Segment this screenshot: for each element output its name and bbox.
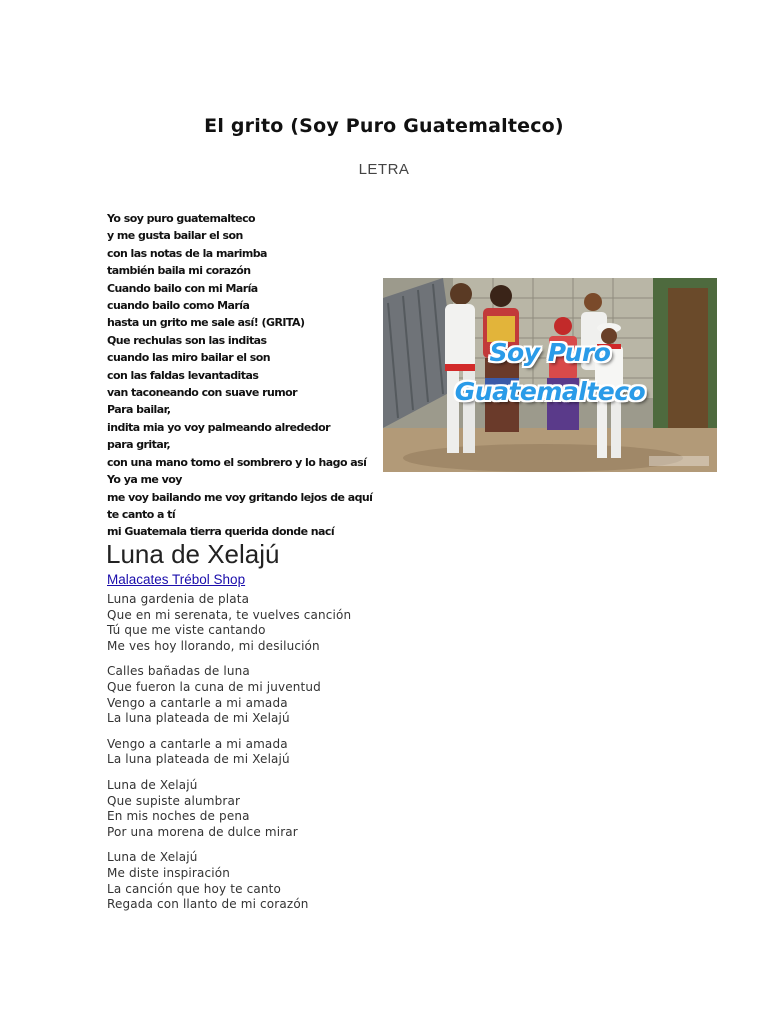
lyric-line: Que supiste alumbrar — [107, 793, 241, 808]
second-song-title: Luna de Xelajú — [106, 539, 280, 569]
lyric-line: con una mano tomo el sombrero y lo hago así — [107, 455, 367, 469]
lyric-line: para gritar, — [107, 438, 171, 452]
lyric-line: Tú que me viste cantando — [107, 623, 266, 638]
stanza — [107, 850, 407, 912]
lyric-line: también baila mi corazón — [107, 264, 251, 278]
thumbnail-caption-line2: Guatemalteco — [454, 377, 646, 406]
song-thumbnail-image — [383, 278, 717, 472]
lyric-line: hasta un grito me sale así! (GRITA) — [107, 316, 305, 330]
lyric-line: Me ves hoy llorando, mi desilución — [107, 638, 320, 653]
lyric-line: Luna de Xelajú — [107, 777, 198, 792]
lyric-line: van taconeando con suave rumor — [107, 386, 298, 400]
lyric-line: te canto a tí — [107, 507, 176, 521]
lyrics-heading: LETRA — [358, 161, 410, 178]
stanza — [107, 664, 407, 726]
luna-de-xelaju-lyrics — [107, 592, 407, 923]
lyric-line: cuando bailo como María — [107, 299, 250, 313]
lyric-line: Yo ya me voy — [107, 473, 182, 487]
lyric-line: Calles bañadas de luna — [107, 664, 250, 679]
dancers-photo-illustration — [383, 278, 717, 472]
lyric-line: Vengo a cantarle a mi amada — [107, 736, 288, 751]
lyric-line: con las faldas levantaditas — [107, 368, 259, 382]
lyric-line: Que en mi serenata, te vuelves canción — [107, 607, 352, 622]
stanza — [107, 737, 407, 768]
lyric-line: Que fueron la cuna de mi juventud — [107, 679, 321, 694]
lyric-line: con las notas de la marimba — [107, 246, 267, 260]
shop-link[interactable]: Malacates Trébol Shop — [107, 572, 246, 587]
lyric-line: Luna de Xelajú — [107, 850, 198, 865]
stanza — [107, 592, 407, 654]
lyric-line: Regada con llanto de mi corazón — [107, 897, 309, 912]
lyric-line: Me diste inspiración — [107, 865, 230, 880]
lyric-line: cuando las miro bailar el son — [107, 351, 271, 365]
lyric-line: La luna plateada de mi Xelajú — [107, 752, 290, 767]
lyric-line: Luna gardenia de plata — [107, 592, 250, 606]
lyric-line: Para bailar, — [107, 403, 171, 417]
lyric-line: Yo soy puro guatemalteco — [107, 212, 256, 225]
lyric-line: Cuando bailo con mi María — [107, 281, 258, 295]
thumbnail-caption-line1: Soy Puro — [489, 338, 611, 367]
lyric-line: La canción que hoy te canto — [107, 881, 281, 896]
el-grito-lyrics — [107, 210, 382, 541]
lyric-line: me voy bailando me voy gritando lejos de aquí — [107, 490, 373, 504]
lyric-line: y me gusta bailar el son — [107, 229, 243, 243]
stanza — [107, 778, 407, 840]
lyric-line: Vengo a cantarle a mi amada — [107, 695, 288, 710]
lyric-line: En mis noches de pena — [107, 809, 250, 824]
lyric-line: indita mia yo voy palmeando alrededor — [107, 420, 330, 434]
lyric-line: Que rechulas son las inditas — [107, 333, 267, 347]
lyric-line: mi Guatemala tierra querida donde nací — [107, 525, 335, 539]
page-title: El grito (Soy Puro Guatemalteco) — [204, 114, 564, 137]
lyric-line: Por una morena de dulce mirar — [107, 824, 298, 839]
lyric-line: La luna plateada de mi Xelajú — [107, 711, 290, 726]
